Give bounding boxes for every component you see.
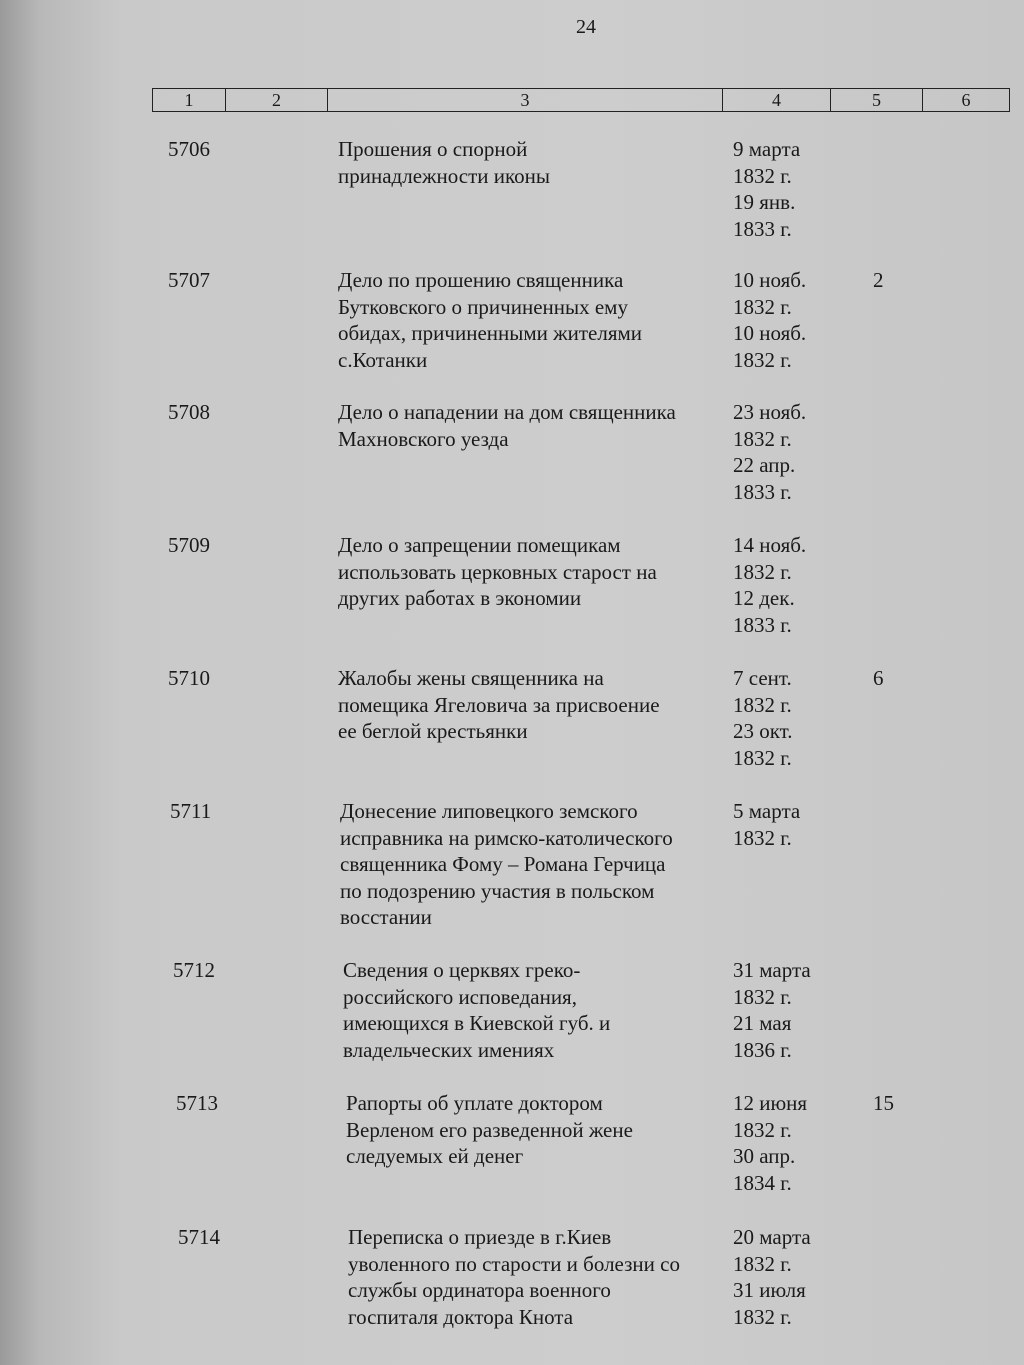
record-dates [733,798,843,851]
record-dates [733,957,843,1063]
record-number: 5713 [176,1091,218,1115]
description-line: восстании [340,905,432,929]
date-line: 14 нояб. [733,533,807,557]
record-number: 5710 [168,666,210,690]
record-dates [733,1224,843,1330]
header-col-5: 5 [831,89,923,111]
date-line: 1832 г. [733,347,792,372]
description-line: принадлежности иконы [338,163,550,188]
record-description [338,267,728,373]
date-line: 10 нояб. [733,321,807,345]
record-description [338,136,728,189]
description-line: использовать церковных старост на [338,559,657,584]
date-line: 1834 г. [733,1170,792,1195]
record-description [338,532,728,612]
description-line: российского исповедания, [343,984,577,1009]
date-line: 22 апр. [733,453,796,477]
header-col-4: 4 [723,89,831,111]
record-number: 5714 [178,1225,220,1249]
date-line: 1832 г. [733,294,792,319]
date-line: 1832 г. [733,163,792,188]
date-line: 1832 г. [733,825,792,850]
description-line: по подозрению участия в польском [340,878,655,903]
record-number: 5709 [168,533,210,557]
header-col-1: 1 [153,89,226,111]
description-line: обидах, причиненными жителями [338,321,643,345]
header-col-2: 2 [226,89,328,111]
date-line: 23 окт. [733,719,793,743]
record-dates [733,532,843,638]
date-line: 1832 г. [733,1251,792,1276]
date-line: 1832 г. [733,559,792,584]
date-line: 31 июля [733,1278,806,1302]
page-number: 24 [576,16,596,38]
description-line: уволенного по старости и болезни со [348,1251,680,1276]
description-line: ее беглой крестьянки [338,719,528,743]
record-dates [733,1090,843,1196]
header-col-3: 3 [328,89,723,111]
record-description [340,798,730,931]
description-line: Махновского уезда [338,426,509,451]
date-line: 19 янв. [733,190,796,214]
record-description [348,1224,738,1330]
record-number: 5707 [168,268,210,292]
record-description [346,1090,736,1170]
description-line: службы ординатора военного [348,1278,611,1302]
description-line: Сведения о церквях греко- [343,958,581,982]
record-number: 5708 [168,400,210,424]
description-line: помещика Ягеловича за присвоение [338,692,660,717]
date-line: 23 нояб. [733,400,807,424]
date-line: 21 мая [733,1011,792,1035]
description-line: Переписка о приезде в г.Киев [348,1225,612,1249]
record-sheets: 6 [873,666,884,690]
date-line: 1833 г. [733,216,792,241]
description-line: Верленом его разведенной жене [346,1117,633,1142]
description-line: Дело о нападении на дом священника [338,400,676,424]
record-description [343,957,733,1063]
record-sheets: 15 [873,1091,894,1115]
record-dates [733,399,843,505]
description-line: Бутковского о причиненных ему [338,294,628,319]
date-line: 31 марта [733,958,811,982]
record-number: 5712 [173,958,215,982]
record-description [338,399,728,452]
description-line: Дело по прошению священника [338,268,624,292]
record-number: 5706 [168,137,210,161]
date-line: 20 марта [733,1225,811,1249]
description-line: с.Котанки [338,347,428,372]
description-line: других работах в экономии [338,586,582,610]
date-line: 30 апр. [733,1144,796,1168]
date-line: 1832 г. [733,1304,792,1329]
date-line: 9 марта [733,137,801,161]
date-line: 1832 г. [733,692,792,717]
description-line: священника Фому – Романа Герчица [340,852,666,876]
description-line: Донесение липовецкого земского [340,799,638,823]
date-line: 5 марта [733,799,801,823]
date-line: 10 нояб. [733,268,807,292]
record-description [338,665,728,745]
date-line: 12 июня [733,1091,808,1115]
date-line: 1833 г. [733,479,792,504]
record-sheets: 2 [873,268,884,292]
date-line: 7 сент. [733,666,792,690]
description-line: владельческих имениях [343,1037,555,1062]
date-line: 1832 г. [733,1117,792,1142]
record-dates [733,267,843,373]
description-line: следуемых ей денег [346,1144,524,1168]
description-line: Жалобы жены священника на [338,666,604,690]
date-line: 1832 г. [733,745,792,770]
record-number: 5711 [170,799,212,823]
date-line: 1832 г. [733,984,792,1009]
description-line: госпиталя доктора Кнота [348,1304,574,1329]
date-line: 12 дек. [733,586,795,610]
record-dates [733,136,843,242]
description-line: Дело о запрещении помещикам [338,533,621,557]
date-line: 1833 г. [733,612,792,637]
description-line: Рапорты об уплате доктором [346,1091,603,1115]
record-dates [733,665,843,771]
table-header [152,88,1010,112]
description-line: Прошения о спорной [338,137,528,161]
description-line: исправника на римско-католического [340,825,673,850]
description-line: имеющихся в Киевской губ. и [343,1011,611,1035]
date-line: 1836 г. [733,1037,792,1062]
header-col-6: 6 [961,90,971,110]
date-line: 1832 г. [733,426,792,451]
